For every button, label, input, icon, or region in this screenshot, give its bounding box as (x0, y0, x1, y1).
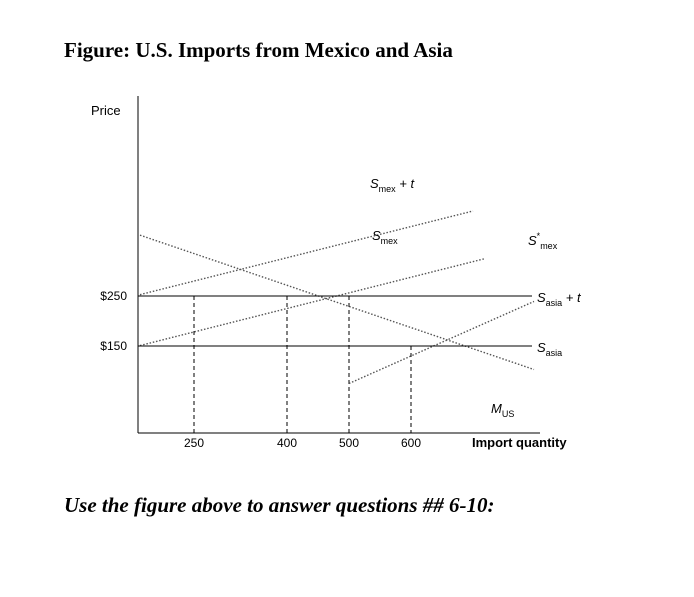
curve-2 (349, 301, 534, 383)
y-tick-label: $150 (100, 339, 127, 353)
series-label-4: $S_{asia} + t$ (537, 290, 581, 308)
x-tick-label: 250 (183, 436, 205, 450)
axes (91, 96, 567, 450)
series-label-3: $M_{US}$ (491, 401, 515, 419)
series-label-0: $S_{mex} + t$ (370, 176, 415, 194)
x-tick-label: 400 (276, 436, 298, 450)
series-labels (370, 176, 582, 419)
series-label-5: $S_{asia}$ (537, 340, 563, 358)
y-tick-label: $250 (100, 289, 127, 303)
x-axis-label: Import quantity (472, 435, 567, 450)
figure-title: Figure: U.S. Imports from Mexico and Asia (64, 38, 453, 62)
x-tick-label: 600 (400, 436, 422, 450)
tick-labels (100, 289, 421, 450)
curve-1 (140, 259, 485, 346)
question-text: Use the figure above to answer questions ## 6-10: (64, 493, 495, 517)
x-tick-label: 500 (338, 436, 360, 450)
curve-3 (140, 235, 534, 369)
y-axis-label: Price (91, 103, 121, 118)
series-label-2: $S^*_{mex}$ (528, 231, 558, 251)
series-label-1: $S_{mex}$ (372, 228, 398, 246)
curves (138, 211, 534, 384)
